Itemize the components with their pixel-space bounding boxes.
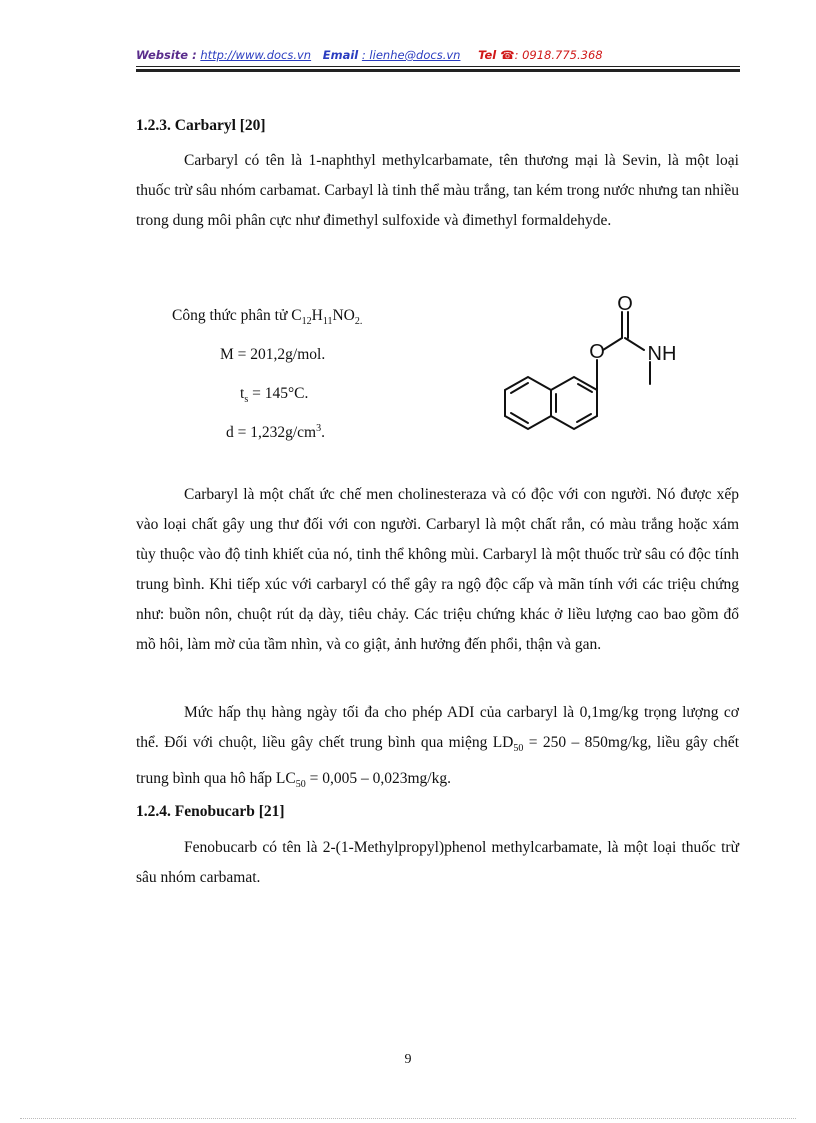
density-value: d = 1,232g/cm [226, 424, 317, 442]
phone-icon: ☎ [500, 48, 515, 62]
melting-point [240, 385, 308, 405]
adi-part1: Mức hấp thụ hàng ngày tối đa cho phép ADI của carbaryl là 0,1mg/kg trọng lượng cơ thể. Đối với chuột, liều gây chết trung bình qua miệng LD [136, 704, 739, 751]
lc-sub: 50 [295, 779, 306, 791]
density-sup: 3 [316, 423, 322, 434]
ester-oxygen-label: O [589, 341, 605, 363]
tel-label [478, 48, 514, 62]
nh-label: NH [647, 343, 677, 365]
section-heading-fenobucarb: 1.2.4. Fenobucarb [21] [136, 803, 285, 820]
carbaryl-intro-paragraph: Carbaryl có tên là 1-naphthyl methylcarbamate, tên thương mại là Sevin, là một loại thuốc trừ sâu nhóm carbamat. Carbayl là tinh thể màu trắng, tan kém trong nước nhưng tan nhiều trong dung môi phân cực như đimethyl sulfoxide và đimethyl formaldehyde. [136, 152, 739, 229]
page-number: 9 [404, 1052, 412, 1067]
o-c-bond [603, 338, 622, 350]
carbaryl-structure-diagram [490, 288, 710, 468]
email-label: Email [322, 48, 359, 62]
fenobucarb-intro-paragraph: Fenobucarb có tên là 2-(1-Methylpropyl)phenol methylcarbamate, là một loại thuốc trừ sâu nhóm carbamat. [136, 839, 739, 886]
carbaryl-adi-paragraph [136, 698, 739, 800]
melting-t: t [240, 385, 245, 402]
c-n-bond [625, 338, 644, 350]
carbonyl-oxygen-label: O [617, 293, 633, 315]
naphthalene-right-ring [551, 377, 597, 429]
carbaryl-toxicity-paragraph: Carbaryl là một chất ức chế men cholinesteraza và có độc với con người. Nó được xếp vào loại chất gây ung thư đối với con người. Carbaryl là một chất rắn, có màu trắng hoặc xám tùy thuộc vào độ tinh khiết của nó, tinh thể không mùi. Carbaryl là một thuốc trừ sâu có độc tính trung bình. Khi tiếp xúc với carbaryl có thể gây ra ngộ độc cấp và mãn tính với các triệu chứng như: buồn nôn, chuột rút dạ dày, tiêu chảy. Các triệu chứng khác ở liều lượng cao bao gồm đổ mồ hôi, làm mờ của tầm nhìn, và co giật, ảnh hưởng đến phổi, thận và gan. [136, 486, 739, 653]
adi-part3: = 0,005 – 0,023mg/kg. [305, 770, 451, 788]
header-rule [136, 66, 740, 72]
tel-value: : 0918.775.368 [514, 48, 603, 62]
melting-value: = 145°C. [248, 385, 309, 402]
formula-sub-h: 11 [322, 316, 333, 328]
website-label: Website : [136, 48, 197, 62]
ld-sub: 50 [513, 743, 524, 755]
bottom-divider [20, 1118, 796, 1119]
density-end: . [321, 424, 325, 442]
website-link[interactable]: http://www.docs.vn [200, 48, 312, 62]
section-heading-carbaryl: 1.2.3. Carbaryl [20] [136, 117, 266, 134]
formula-sub-o: 2. [354, 316, 363, 328]
formula-no: NO [332, 307, 355, 324]
adi-part2: = 250 – 850mg/kg, liều gây chết trung bình qua hô hấp LC [136, 734, 739, 788]
tel-label-text: Tel [478, 48, 497, 62]
email-link[interactable]: : lienhe@docs.vn [361, 48, 461, 62]
formula-sub-c: 12 [301, 316, 312, 328]
formula-h: H [311, 307, 323, 324]
density [226, 423, 325, 442]
melting-sub: s [244, 394, 249, 406]
naphthalene-left-ring [505, 377, 551, 429]
molecular-formula [172, 307, 362, 327]
molar-mass: M = 201,2g/mol. [220, 346, 326, 363]
formula-label: Công thức phân tử C [172, 307, 302, 324]
